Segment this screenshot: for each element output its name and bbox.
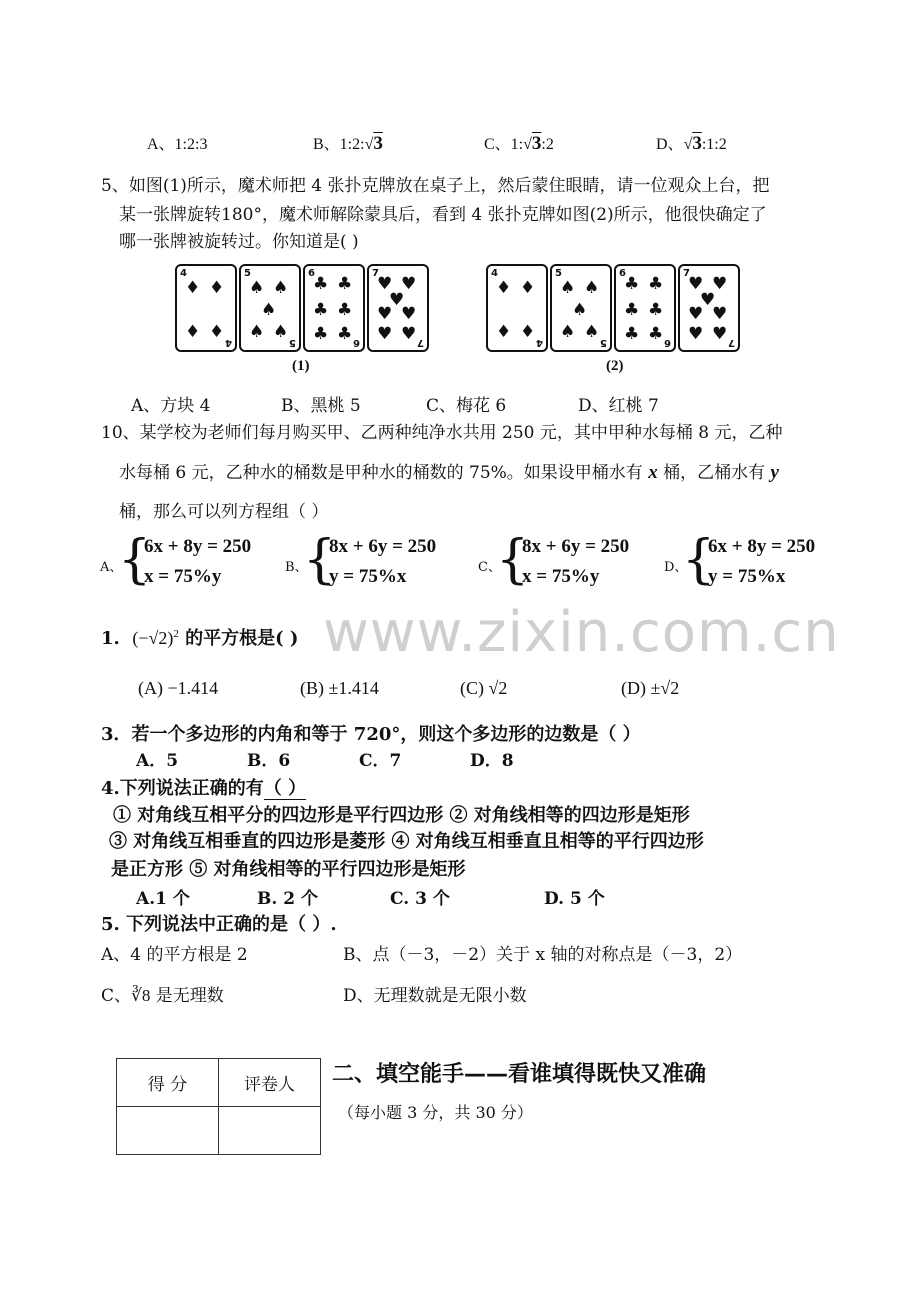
suit-pip-icon: ♥ (377, 324, 393, 344)
suit-pip-icon: ♦ (520, 322, 536, 342)
card-rank: 5 (244, 268, 251, 279)
q3-stem: 3．若一个多边形的内角和等于 720°，则这个多边形的边数是（ ） (101, 724, 641, 745)
q4-line-3: 是正方形 ⑤ 对角线相等的平行四边形是矩形 (111, 859, 466, 880)
section-2-subtitle: （每小题 3 分，共 30 分） (338, 1103, 533, 1122)
grader-cell[interactable] (219, 1107, 321, 1155)
figure-1-label: (1) (292, 358, 310, 374)
card-rank: 6 (308, 268, 315, 279)
watermark: www.zixin.com.cn (323, 600, 840, 665)
fig1-card-4 (175, 264, 237, 352)
q4-answer-blank[interactable]: （ ） (263, 778, 307, 799)
score-table (116, 1058, 321, 1155)
q4-option-d: D. 5 个 (544, 889, 605, 909)
suit-pip-icon: ♣ (624, 324, 640, 344)
system-d-eq1: 6x + 8y = 250 (708, 536, 816, 557)
q5b-option-b: B、点（－3，－2）关于 x 轴的对称点是（－3，2） (343, 945, 743, 965)
suit-pip-icon: ♥ (401, 324, 417, 344)
suit-pip-icon: ♦ (185, 322, 201, 342)
system-a-eq1: 6x + 8y = 250 (144, 536, 252, 557)
suit-pip-icon: ♥ (401, 304, 417, 324)
suit-pip-icon: ♥ (688, 304, 704, 324)
suit-pip-icon: ♠ (249, 322, 265, 342)
q5-line-1: 5、如图(1)所示，魔术师把 4 张扑克牌放在桌子上，然后蒙住眼睛，请一位观众上台，把 (101, 176, 770, 196)
suit-pip-icon: ♥ (688, 324, 704, 344)
card-rank: 7 (372, 268, 379, 279)
card-rank: 7 (417, 337, 424, 348)
q4-line-2: ③ 对角线互相垂直的四边形是菱形 ④ 对角线互相垂直且相等的平行四边形 (109, 831, 704, 852)
suit-pip-icon: ♥ (377, 274, 393, 294)
q3-option-b: B．6 (247, 751, 291, 771)
card-figure-2 (486, 264, 756, 354)
q4-option-a: A.1 个 (136, 889, 190, 909)
suit-pip-icon: ♦ (185, 278, 201, 298)
q1-option-b: (B) ±1.414 (300, 678, 379, 698)
score-header: 得 分 (117, 1059, 219, 1107)
q1-stem: 1. $(-√2)^2$ 的平方根是( ) (101, 628, 299, 649)
fig1-card-5 (239, 264, 301, 352)
suit-pip-icon: ♠ (584, 322, 600, 342)
grader-header: 评卷人 (219, 1059, 321, 1107)
q5b-option-d: D、无理数就是无限小数 (343, 986, 527, 1006)
q4-option-c: C. 3 个 (390, 889, 450, 909)
var-y: y (770, 462, 779, 483)
q10-line-2: 水每桶 6 元，乙种水的桶数是甲种水的桶数的 75%。如果设甲桶水有 x 桶，乙桶水有 y (119, 462, 779, 483)
suit-pip-icon: ♠ (572, 300, 588, 320)
option-c: C、1:√3:2 (484, 133, 554, 154)
q5-option-b: B、黑桃 5 (281, 396, 361, 416)
suit-pip-icon: ♦ (209, 278, 225, 298)
card-rank: 6 (353, 337, 360, 348)
q3-option-a: A．5 (136, 751, 179, 771)
system-d-eq2: y = 75%x (708, 566, 786, 587)
system-b-eq2: y = 75%x (329, 566, 407, 587)
suit-pip-icon: ♦ (520, 278, 536, 298)
q4-option-b: B. 2 个 (257, 889, 318, 909)
card-rank: 4 (225, 337, 232, 348)
suit-pip-icon: ♣ (337, 274, 353, 294)
suit-pip-icon: ♣ (313, 300, 329, 320)
q1-option-a: (A) −1.414 (138, 678, 219, 698)
system-a-eq2: x = 75%y (144, 566, 222, 587)
suit-pip-icon: ♦ (496, 278, 512, 298)
card-rank: 5 (600, 337, 607, 348)
suit-pip-icon: ♠ (261, 300, 277, 320)
q5b-option-c: C、∛8 是无理数 (101, 986, 224, 1006)
q1-option-c: (C) √2 (460, 678, 508, 698)
card-rank: 6 (619, 268, 626, 279)
suit-pip-icon: ♣ (313, 324, 329, 344)
card-rank: 7 (728, 337, 735, 348)
q5-option-d: D、红桃 7 (578, 396, 659, 416)
q10-line-3: 桶，那么可以列方程组（ ） (119, 502, 329, 522)
suit-pip-icon: ♥ (712, 274, 728, 294)
suit-pip-icon: ♠ (249, 278, 265, 298)
suit-pip-icon: ♠ (273, 278, 289, 298)
fig2-card-7 (678, 264, 740, 352)
suit-pip-icon: ♣ (337, 300, 353, 320)
q3-option-d: D．8 (470, 751, 514, 771)
fig2-card-6 (614, 264, 676, 352)
suit-pip-icon: ♣ (624, 274, 640, 294)
q10-line-1: 10、某学校为老师们每月购买甲、乙两种纯净水共用 250 元，其中甲种水每桶 8 元，乙种 (101, 423, 783, 443)
suit-pip-icon: ♦ (209, 322, 225, 342)
suit-pip-icon: ♣ (648, 324, 664, 344)
q5-option-c: C、梅花 6 (426, 396, 507, 416)
suit-pip-icon: ♥ (700, 290, 716, 310)
q3-option-c: C．7 (359, 751, 402, 771)
system-b-eq1: 8x + 6y = 250 (329, 536, 437, 557)
card-rank: 5 (289, 337, 296, 348)
suit-pip-icon: ♥ (377, 304, 393, 324)
card-figure-1 (175, 264, 445, 354)
card-rank: 5 (555, 268, 562, 279)
fig1-card-7 (367, 264, 429, 352)
option-b: B、1:2:√3 (313, 133, 383, 154)
suit-pip-icon: ♥ (401, 274, 417, 294)
suit-pip-icon: ♠ (560, 278, 576, 298)
suit-pip-icon: ♣ (337, 324, 353, 344)
suit-pip-icon: ♠ (273, 322, 289, 342)
fig2-card-5 (550, 264, 612, 352)
q5-line-3: 哪一张牌被旋转过。你知道是( ) (119, 232, 359, 252)
suit-pip-icon: ♣ (648, 300, 664, 320)
q1-option-d: (D) ±√2 (621, 678, 680, 698)
card-rank: 7 (683, 268, 690, 279)
var-x: x (648, 462, 658, 483)
suit-pip-icon: ♠ (584, 278, 600, 298)
q5b-option-a: A、4 的平方根是 2 (101, 945, 248, 965)
figure-2-label: (2) (606, 358, 624, 374)
system-c-eq2: x = 75%y (522, 566, 600, 587)
suit-pip-icon: ♣ (648, 274, 664, 294)
q4-line-1: ① 对角线互相平分的四边形是平行四边形 ② 对角线相等的四边形是矩形 (113, 805, 690, 826)
option-d: D、√3:1:2 (656, 133, 727, 154)
card-rank: 6 (664, 337, 671, 348)
option-a: A、1:2:3 (147, 136, 208, 153)
suit-pip-icon: ♦ (496, 322, 512, 342)
q5b-stem: 5. 下列说法中正确的是（ ）. (101, 914, 337, 935)
score-cell[interactable] (117, 1107, 219, 1155)
suit-pip-icon: ♥ (389, 290, 405, 310)
fig2-card-4 (486, 264, 548, 352)
q5-option-a: A、方块 4 (131, 396, 211, 416)
system-c-eq1: 8x + 6y = 250 (522, 536, 630, 557)
suit-pip-icon: ♥ (712, 304, 728, 324)
suit-pip-icon: ♠ (560, 322, 576, 342)
q5-line-2: 某一张牌旋转180°，魔术师解除蒙具后，看到 4 张扑克牌如图(2)所示，他很快确定了 (119, 205, 767, 225)
q4-stem: 4.下列说法正确的有（ ） (101, 778, 307, 799)
section-2-title: 二、填空能手——看谁填得既快又准确 (332, 1062, 707, 1087)
card-rank: 4 (536, 337, 543, 348)
fig1-card-6 (303, 264, 365, 352)
suit-pip-icon: ♣ (624, 300, 640, 320)
card-rank: 4 (180, 268, 187, 279)
card-rank: 4 (491, 268, 498, 279)
suit-pip-icon: ♣ (313, 274, 329, 294)
suit-pip-icon: ♥ (712, 324, 728, 344)
suit-pip-icon: ♥ (688, 274, 704, 294)
